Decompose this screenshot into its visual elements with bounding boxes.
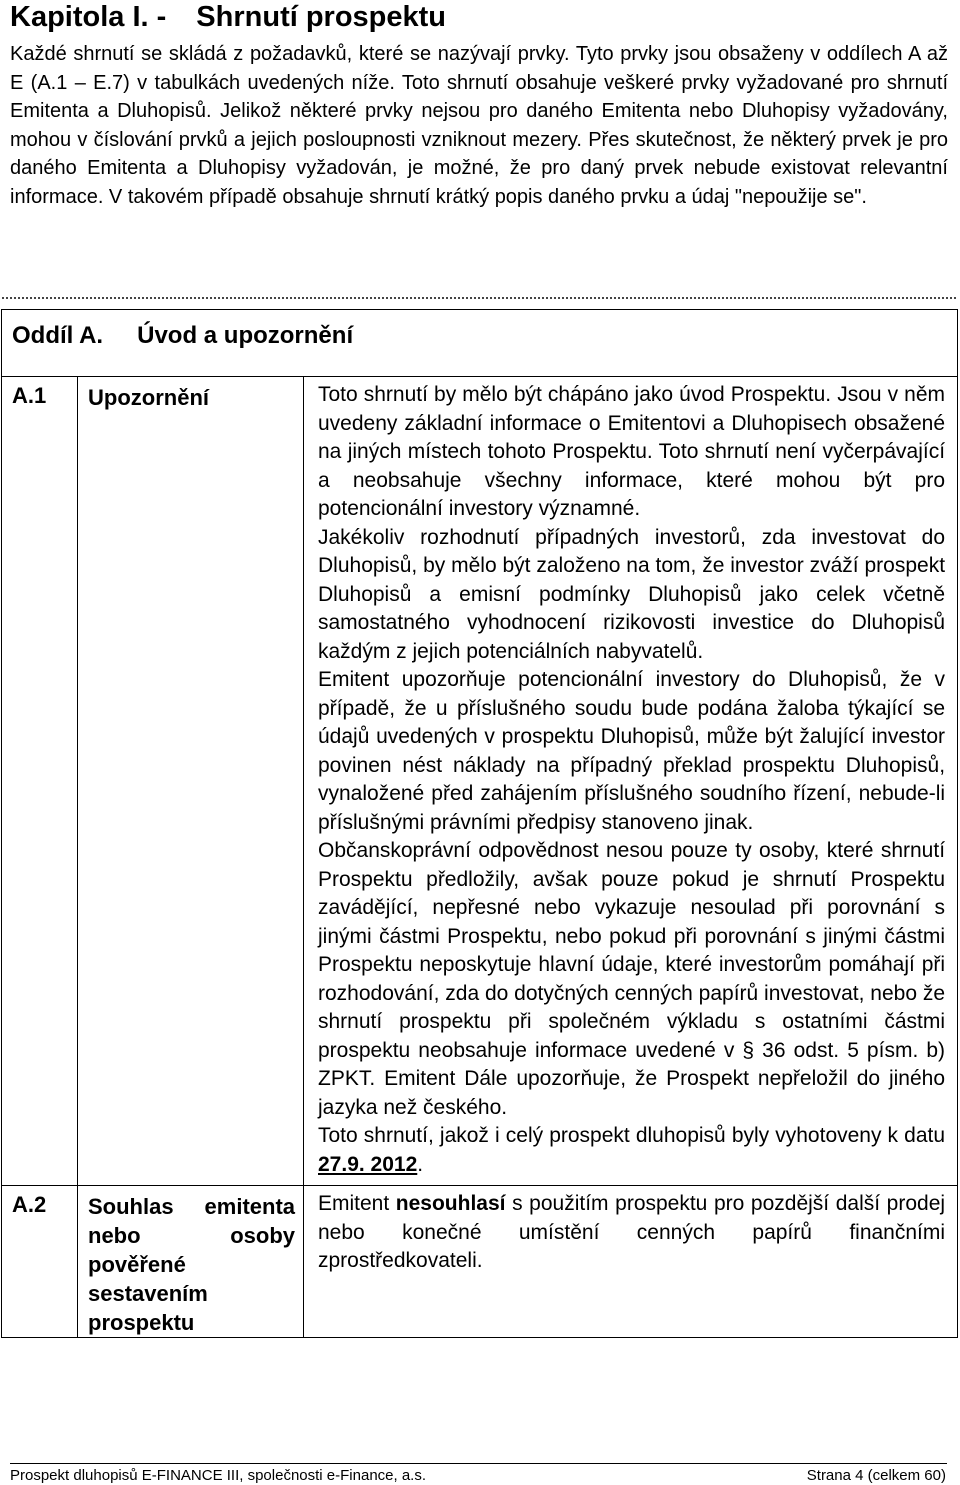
element-label: Souhlas emitenta nebo osoby pověřené sestavením prospektu <box>78 1186 304 1338</box>
element-code: A.1 <box>2 377 78 1186</box>
section-header-row <box>2 310 958 377</box>
content-paragraph: Jakékoliv rozhodnutí případných investorů, zda investovat do Dluhopisů, by mělo být založeno na tom, že investor zváží prospekt Dluhopisů a emisní podmínky Dluhopisů jako celek včetně samostatného vyhodnocení rizikovosti investice do Dluhopisů každým z jejich potenciálních nabyvatelů. <box>318 525 946 663</box>
chapter-number: Kapitola I. - <box>10 1 167 33</box>
section-header <box>2 310 958 377</box>
chapter-title: Shrnutí prospektu <box>196 1 447 33</box>
element-label: Upozornění <box>78 377 304 1186</box>
section-code: Oddíl A. <box>12 322 104 349</box>
prospectus-date: 27.9. 2012 <box>318 1152 418 1176</box>
table-row <box>2 1186 958 1338</box>
date-suffix: . <box>417 1152 424 1176</box>
footer-page-number: Strana 4 (celkem 60) <box>806 1467 946 1484</box>
section-title: Úvod a upozornění <box>137 322 354 349</box>
dotted-separator <box>2 297 956 300</box>
intro-paragraph <box>10 40 948 211</box>
content-paragraph: Toto shrnutí by mělo být chápáno jako úvod Prospektu. Jsou v něm uvedeny základní informace o Emitentovi a Dluhopisech obsažené na jiných místech tohoto Prospektu. Toto shrnutí není vyčerpávající a neobsahuje všechny informace, které mohou být pro potencionální investory významné. <box>318 383 946 520</box>
consent-prefix: Emitent <box>318 1192 396 1215</box>
content-paragraph-date <box>318 1122 945 1179</box>
content-paragraph <box>318 1190 945 1276</box>
consent-suffix: s použitím prospektu pro pozdější další prodej nebo konečné umístění cenných papírů finančními zprostředkovateli. <box>318 1192 946 1272</box>
content-paragraph: Emitent upozorňuje potencionální investory do Dluhopisů, že v případě, že u příslušného soudu bude podána žaloba týkající se údajů uvedených v prospektu Dluhopisů, může být žalující investor povinen nést náklady na případný překlad prospektu Dluhopisů, vynaložené před zahájením příslušného soudního řízení, nebude-li příslušnými právními předpisy stanoveno jinak. <box>318 668 946 834</box>
table-row <box>2 377 958 1186</box>
element-content <box>304 1186 958 1338</box>
element-content <box>304 377 958 1186</box>
date-prefix: Toto shrnutí, jakož i celý prospekt dluhopisů byly vyhotoveny k datu <box>318 1124 946 1147</box>
element-code: A.2 <box>2 1186 78 1338</box>
footer-rule <box>10 1463 947 1464</box>
content-paragraph: Občanskoprávní odpovědnost nesou pouze ty osoby, které shrnutí Prospektu předložily, avšak pouze pokud je shrnutí Prospektu zavádějící, nepřesné nebo vykazuje nesoulad při porovnání s jinými částmi Prospektu, nebo pokud při porovnání s jinými částmi Prospektu neposkytuje hlavní údaje, které investorům pomáhají při rozhodování, zda do dotyčných cenných papírů investovat, nebo že shrnutí prospektu při společném výkladu s ostatními částmi prospektu neobsahuje informace uvedené v § 36 odst. 5 písm. b) ZPKT. Emitent Dále upozorňuje, že Prospekt nepřeložil do jiného jazyka než českého. <box>318 839 946 1119</box>
intro-text: Každé shrnutí se skládá z požadavků, které se nazývají prvky. Tyto prvky jsou obsaženy v oddílech A až E (A.1 – E.7) v tabulkách uvedených níže. Toto shrnutí obsahuje veškeré prvky vyžadované pro shrnutí Emitenta a Dluhopisů. Jelikož některé prvky nejsou pro daného Emitenta nebo Dluhopisy vyžadovány, mohou v číslování prvků a jejich posloupnosti vzniknout mezery. Přes skutečnost, že některý prvek je pro daného Emitenta a Dluhopisy vyžadován, je možné, že pro daný prvek nebude existovat relevantní informace. V takovém případě obsahuje shrnutí krátký popis daného prvku a údaj "nepoužije se". <box>10 43 948 208</box>
chapter-heading <box>10 0 446 34</box>
summary-table <box>1 309 958 1338</box>
footer-document-title: Prospekt dluhopisů E-FINANCE III, společnosti e-Finance, a.s. <box>10 1467 427 1484</box>
consent-keyword: nesouhlasí <box>395 1192 506 1215</box>
